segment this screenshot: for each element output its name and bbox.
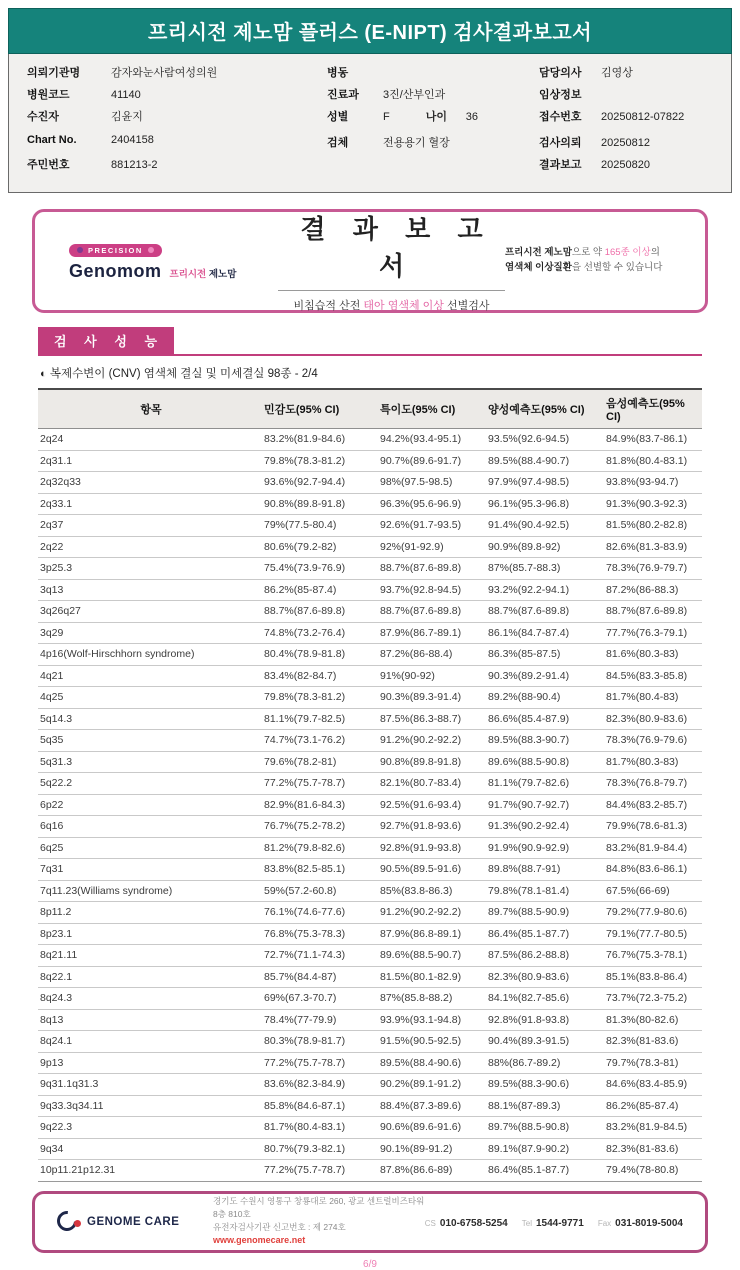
row-item-label: 9q22.3 — [40, 1121, 73, 1133]
row-value: 79.4%(78-80.8) — [606, 1164, 679, 1176]
table-row — [38, 622, 702, 644]
info-label: 나이 — [425, 111, 447, 123]
row-value: 90.3%(89.2-91.4) — [488, 669, 570, 682]
row-item-label: 5q14.3 — [40, 712, 73, 725]
address-line2: 유전자검사기관 신고번호 : 제 274호 — [213, 1222, 346, 1233]
row-value: 91.4%(90.4-92.5) — [488, 519, 570, 531]
row-value: 85%(83.8-86.3) — [380, 884, 453, 897]
table-row — [38, 665, 702, 687]
row-value: 88%(86.7-89.2) — [488, 1056, 561, 1069]
company-contacts — [425, 1213, 683, 1231]
table-row — [38, 1074, 702, 1096]
company-address — [203, 1195, 425, 1248]
row-value: 80.4%(78.9-81.8) — [264, 648, 346, 660]
row-value: 76.7%(75.3-78.1) — [606, 949, 688, 961]
table-row — [38, 966, 702, 988]
row-value: 83.8%(82.5-85.1) — [264, 863, 346, 875]
info-row — [539, 86, 717, 108]
row-value: 91.5%(90.5-92.5) — [380, 1035, 462, 1047]
info-row — [539, 108, 717, 134]
row-value: 76.8%(75.3-78.3) — [264, 927, 346, 940]
report-title: 프리시전 제노맘 플러스 (E-NIPT) 검사결과보고서 — [8, 8, 732, 54]
patient-info-col3 — [539, 64, 717, 178]
info-label: 성별 — [327, 111, 349, 123]
row-value: 92.8%(91.8-93.8) — [488, 1013, 570, 1026]
row-value: 82.3%(80.9-83.6) — [606, 712, 688, 725]
row-value: 86.6%(85.4-87.9) — [488, 712, 570, 725]
row-value: 88.7%(87.6-89.8) — [606, 605, 688, 617]
info-label: 진료과 — [327, 89, 359, 101]
info-label: 검체 — [327, 137, 349, 149]
row-value: 74.7%(73.1-76.2) — [264, 734, 346, 746]
row-item-label: 9q34 — [40, 1142, 64, 1155]
table-row — [38, 1009, 702, 1031]
table-row — [38, 644, 702, 666]
row-value: 89.7%(88.5-90.9) — [488, 906, 570, 918]
row-value: 67.5%(66-69) — [606, 884, 670, 897]
row-value: 96.1%(95.3-96.8) — [488, 497, 570, 510]
row-value: 81.5%(80.1-82.9) — [380, 970, 462, 983]
row-value: 89.8%(88.7-91) — [488, 863, 561, 875]
row-value: 87.9%(86.7-89.1) — [380, 626, 462, 639]
info-value: 2404158 — [111, 134, 154, 146]
info-row — [539, 64, 717, 86]
row-item-label: 2q24 — [40, 433, 64, 445]
row-value: 77.2%(75.7-78.7) — [264, 777, 346, 789]
info-row — [27, 156, 327, 178]
row-value: 89.6%(88.5-90.8) — [488, 755, 570, 768]
table-row — [38, 902, 702, 924]
info-label: 검사의뢰 — [539, 137, 582, 149]
column-header: 항목 — [140, 404, 162, 416]
row-value: 81.7%(80.3-83) — [606, 755, 679, 768]
row-value: 86.2%(85-87.4) — [606, 1099, 679, 1112]
row-value: 86.1%(84.7-87.4) — [488, 626, 570, 639]
info-row — [539, 134, 717, 156]
info-row — [27, 86, 327, 108]
row-value: 80.7%(79.3-82.1) — [264, 1142, 346, 1155]
row-value: 90.3%(89.3-91.4) — [380, 691, 462, 703]
row-item-label: 4q25 — [40, 691, 64, 703]
row-value: 90.2%(89.1-91.2) — [380, 1078, 462, 1090]
info-row — [327, 64, 539, 86]
row-value: 92.8%(91.9-93.8) — [380, 841, 462, 854]
row-value: 77.7%(76.3-79.1) — [606, 626, 688, 639]
row-value: 90.9%(89.8-92) — [488, 540, 561, 553]
info-row — [327, 134, 539, 156]
column-header: 민감도(95% CI) — [264, 404, 340, 416]
brand-name-korean: 프리시전 제노맘 — [169, 269, 237, 280]
info-label: 주민번호 — [27, 159, 70, 171]
row-value: 89.5%(88.3-90.6) — [488, 1078, 570, 1090]
info-label: 병원코드 — [27, 89, 70, 101]
row-value: 79.8%(78.1-81.4) — [488, 884, 570, 897]
info-value: 감자와눈사람여성의원 — [111, 67, 218, 79]
row-value: 87.5%(86.2-88.8) — [488, 949, 570, 961]
row-value: 90.7%(89.6-91.7) — [380, 454, 462, 467]
patient-info-col1 — [27, 64, 327, 178]
page-number: 6/9 — [363, 1258, 377, 1270]
row-item-label: 4p16(Wolf-Hirschhorn syndrome) — [40, 648, 195, 660]
row-item-label: 4q21 — [40, 669, 64, 682]
info-label: Chart No. — [27, 134, 77, 146]
row-item-label: 7q11.23(Williams syndrome) — [40, 884, 173, 897]
row-value: 89.5%(88.4-90.7) — [488, 454, 570, 467]
row-value: 93.7%(92.8-94.5) — [380, 583, 462, 596]
row-value: 87%(85.7-88.3) — [488, 562, 561, 574]
row-value: 87.2%(86-88.3) — [606, 583, 679, 596]
row-value: 86.3%(85-87.5) — [488, 648, 561, 660]
row-value: 96.3%(95.6-96.9) — [380, 497, 462, 510]
row-value: 83.6%(82.3-84.9) — [264, 1078, 346, 1090]
row-value: 88.7%(87.6-89.8) — [264, 605, 346, 617]
performance-table-head — [38, 389, 702, 429]
row-item-label: 6p22 — [40, 798, 64, 811]
row-item-label: 2q32q33 — [40, 476, 81, 488]
info-value: 20250812 — [601, 137, 650, 149]
row-value: 88.7%(87.6-89.8) — [380, 605, 462, 617]
row-item-label: 6q25 — [40, 841, 64, 854]
cs-contact: CS 010-6758-5254 — [424, 1217, 508, 1229]
row-value: 82.3%(81-83.6) — [606, 1142, 679, 1155]
row-value: 88.7%(87.6-89.8) — [380, 562, 462, 574]
row-value: 92.7%(91.8-93.6) — [380, 820, 462, 832]
row-value: 86.2%(85-87.4) — [264, 583, 337, 596]
row-value: 73.7%(72.3-75.2) — [606, 992, 688, 1004]
table-row — [38, 450, 702, 472]
row-value: 79.8%(78.3-81.2) — [264, 691, 346, 703]
row-value: 89.6%(88.5-90.7) — [380, 949, 462, 961]
row-value: 91.2%(90.2-92.2) — [380, 734, 462, 746]
performance-table-body — [38, 429, 702, 1182]
info-label: 담당의사 — [539, 67, 582, 79]
row-value: 77.2%(75.7-78.7) — [264, 1056, 346, 1069]
table-row — [38, 1117, 702, 1139]
table-row — [38, 1052, 702, 1074]
table-row — [38, 601, 702, 623]
row-value: 91.9%(90.9-92.9) — [488, 841, 570, 854]
info-value: 3진/산부인과 — [383, 89, 446, 101]
row-value: 79.2%(77.9-80.6) — [606, 906, 688, 918]
row-item-label: 5q31.3 — [40, 755, 73, 768]
row-value: 82.1%(80.7-83.4) — [380, 777, 462, 789]
row-value: 91.2%(90.2-92.2) — [380, 906, 462, 918]
row-value: 79.8%(78.3-81.2) — [264, 454, 346, 467]
banner-title: 결 과 보 고 서 — [278, 209, 505, 291]
table-row — [38, 945, 702, 967]
row-value: 93.8%(93-94.7) — [606, 476, 679, 488]
row-item-label: 8q13 — [40, 1013, 64, 1026]
patient-info-box — [8, 54, 732, 193]
address-line1: 경기도 수원시 영통구 창룡대로 260, 광교 센트럴비즈타워 8층 810호 — [213, 1195, 425, 1219]
row-value: 69%(67.3-70.7) — [264, 992, 337, 1004]
row-value: 84.5%(83.3-85.8) — [606, 669, 688, 682]
row-value: 92.6%(91.7-93.5) — [380, 519, 462, 531]
row-value: 93.6%(92.7-94.4) — [264, 476, 346, 488]
row-item-label: 9q31.1q31.3 — [40, 1078, 99, 1090]
row-value: 81.5%(80.2-82.8) — [606, 519, 688, 531]
row-value: 84.6%(83.4-85.9) — [606, 1078, 688, 1090]
row-value: 87.2%(86-88.4) — [380, 648, 453, 660]
patient-header — [8, 8, 732, 193]
row-value: 88.1%(87-89.3) — [488, 1099, 561, 1112]
row-item-label: 8p23.1 — [40, 927, 73, 940]
info-row — [27, 64, 327, 86]
row-value: 90.6%(89.6-91.6) — [380, 1121, 462, 1133]
row-item-label: 8q22.1 — [40, 970, 73, 983]
info-value: F — [383, 111, 390, 123]
row-item-label: 2q33.1 — [40, 497, 73, 510]
row-item-label: 8q24.3 — [40, 992, 73, 1004]
row-value: 83.4%(82-84.7) — [264, 669, 337, 682]
company-name: GENOME CARE — [87, 1215, 180, 1228]
row-item-label: 3q13 — [40, 583, 64, 596]
badge-dot-icon — [148, 247, 154, 253]
row-value: 81.7%(80.4-83.1) — [264, 1121, 346, 1133]
row-item-label: 10p11.21p12.31 — [40, 1164, 116, 1176]
row-item-label: 5q22.2 — [40, 777, 73, 789]
section-header — [38, 327, 702, 356]
genome-care-logo-icon — [57, 1210, 81, 1234]
table-row — [38, 923, 702, 945]
row-value: 74.8%(73.2-76.4) — [264, 626, 346, 639]
row-value: 86.4%(85.1-87.7) — [488, 927, 570, 940]
row-value: 82.9%(81.6-84.3) — [264, 798, 346, 811]
badge-dot-icon — [77, 247, 83, 253]
table-row — [38, 837, 702, 859]
precision-badge-icon — [69, 244, 162, 257]
table-row — [38, 515, 702, 537]
info-value: 김영상 — [601, 67, 633, 79]
info-label: 결과보고 — [539, 159, 582, 171]
info-label: 의뢰기관명 — [27, 67, 81, 79]
row-value: 91.7%(90.7-92.7) — [488, 798, 570, 811]
row-item-label: 9q33.3q34.11 — [40, 1099, 104, 1112]
info-row — [327, 86, 539, 108]
row-value: 76.7%(75.2-78.2) — [264, 820, 346, 832]
banner-center — [278, 209, 505, 313]
row-value: 84.4%(83.2-85.7) — [606, 798, 688, 811]
genomom-logo — [53, 240, 278, 282]
brand-line — [69, 261, 278, 282]
row-value: 98%(97.5-98.5) — [380, 476, 453, 488]
info-value: 881213-2 — [111, 159, 158, 171]
column-header: 특이도(95% CI) — [380, 404, 456, 416]
table-row — [38, 816, 702, 838]
brand-name: Genomom — [69, 261, 162, 281]
row-value: 79%(77.5-80.4) — [264, 519, 337, 531]
info-value: 20250820 — [601, 159, 650, 171]
row-item-label: 3p25.3 — [40, 562, 73, 574]
row-value: 83.2%(81.9-84.6) — [264, 433, 346, 445]
table-row — [38, 730, 702, 752]
info-row — [27, 134, 327, 156]
row-value: 90.5%(89.5-91.6) — [380, 863, 462, 875]
result-banner — [32, 209, 708, 313]
info-value: 36 — [465, 111, 478, 123]
row-item-label: 8p11.2 — [40, 906, 72, 918]
table-row — [38, 558, 702, 580]
row-value: 87%(85.8-88.2) — [380, 992, 453, 1004]
column-header: 음성예측도(95% CI) — [606, 398, 685, 423]
row-value: 81.1%(79.7-82.5) — [264, 712, 346, 725]
table-row — [38, 1138, 702, 1160]
row-value: 82.3%(80.9-83.6) — [488, 970, 570, 983]
row-value: 88.4%(87.3-89.6) — [380, 1099, 462, 1112]
row-item-label: 9p13 — [40, 1056, 64, 1069]
row-value: 77.2%(75.7-78.7) — [264, 1164, 346, 1176]
row-value: 80.3%(78.9-81.7) — [264, 1035, 346, 1047]
row-value: 81.2%(79.8-82.6) — [264, 841, 346, 854]
row-value: 82.3%(81-83.6) — [606, 1035, 679, 1047]
info-value: 김윤지 — [111, 111, 143, 123]
table-row — [38, 472, 702, 494]
row-item-label: 3q26q27 — [40, 605, 81, 617]
banner-subtitle: 비침습적 산전 태아 염색체 이상 선별검사 — [293, 300, 490, 312]
info-label: 병동 — [327, 67, 349, 79]
row-value: 89.2%(88-90.4) — [488, 691, 561, 703]
row-item-label: 2q22 — [40, 540, 64, 553]
patient-info-col2 — [327, 64, 539, 178]
row-value: 72.7%(71.1-74.3) — [264, 949, 346, 961]
row-value: 81.7%(80.4-83) — [606, 691, 679, 703]
row-value: 90.8%(89.8-91.8) — [380, 755, 462, 768]
table-row — [38, 687, 702, 709]
info-value: 41140 — [111, 89, 141, 101]
row-value: 75.4%(73.9-76.9) — [264, 562, 346, 574]
row-value: 85.8%(84.6-87.1) — [264, 1099, 346, 1112]
row-value: 82.6%(81.3-83.9) — [606, 540, 688, 553]
row-value: 79.6%(78.2-81) — [264, 755, 337, 768]
banner-description: 프리시전 제노맘으로 약 165종 이상의 염색체 이상질환을 선별할 수 있습니다 — [505, 247, 663, 273]
table-header-row — [38, 389, 702, 429]
table-row — [38, 429, 702, 451]
row-value: 84.8%(83.6-86.1) — [606, 863, 688, 875]
row-value: 78.3%(76.9-79.6) — [606, 734, 688, 746]
company-website: www.genomecare.net — [213, 1235, 306, 1246]
table-row — [38, 493, 702, 515]
info-value: 전용용기 혈장 — [383, 137, 450, 149]
row-value: 85.1%(83.8-86.4) — [606, 970, 688, 983]
row-value: 89.1%(87.9-90.2) — [488, 1142, 570, 1155]
row-value: 86.4%(85.1-87.7) — [488, 1164, 570, 1176]
info-label: 수진자 — [27, 111, 59, 123]
table-row — [38, 773, 702, 795]
row-value: 79.1%(77.7-80.5) — [606, 927, 688, 940]
row-value: 87.5%(86.3-88.7) — [380, 712, 462, 725]
row-value: 78.3%(76.9-79.7) — [606, 562, 688, 574]
table-row — [38, 708, 702, 730]
row-value: 81.8%(80.4-83.1) — [606, 454, 688, 467]
row-value: 90.4%(89.3-91.5) — [488, 1035, 570, 1047]
row-value: 87.8%(86.6-89) — [380, 1164, 453, 1176]
info-value: 20250812-07822 — [601, 111, 685, 123]
section-title: 검 사 성 능 — [38, 327, 174, 354]
column-header: 양성예측도(95% CI) — [488, 404, 585, 416]
row-value: 59%(57.2-60.8) — [264, 884, 337, 897]
performance-table — [38, 388, 702, 1182]
row-value: 78.3%(76.8-79.7) — [606, 777, 688, 789]
table-row — [38, 880, 702, 902]
info-label: 접수번호 — [539, 111, 582, 123]
row-value: 80.6%(79.2-82) — [264, 540, 337, 553]
fax-contact: Fax 031-8019-5004 — [597, 1217, 683, 1229]
row-value: 93.9%(93.1-94.8) — [380, 1013, 462, 1026]
row-value: 89.5%(88.4-90.6) — [380, 1056, 462, 1069]
info-row — [27, 108, 327, 134]
row-value: 81.6%(80.3-83) — [606, 648, 679, 660]
half-circle-icon: ◐ — [40, 368, 47, 380]
row-value: 91.3%(90.3-92.3) — [606, 497, 688, 510]
row-value: 87.9%(86.8-89.1) — [380, 927, 462, 940]
row-value: 84.9%(83.7-86.1) — [606, 433, 688, 445]
row-value: 90.8%(89.8-91.8) — [264, 497, 346, 510]
row-value: 78.4%(77-79.9) — [264, 1013, 337, 1026]
row-value: 92%(91-92.9) — [380, 540, 444, 553]
table-row — [38, 859, 702, 881]
row-value: 91.3%(90.2-92.4) — [488, 820, 570, 832]
row-value: 81.1%(79.7-82.6) — [488, 777, 570, 789]
row-value: 92.5%(91.6-93.4) — [380, 798, 462, 811]
row-value: 85.7%(84.4-87) — [264, 970, 337, 983]
row-value: 90.1%(89-91.2) — [380, 1142, 453, 1155]
row-value: 81.3%(80-82.6) — [606, 1013, 679, 1026]
row-value: 83.2%(81.9-84.5) — [606, 1121, 688, 1133]
row-value: 89.5%(88.3-90.7) — [488, 734, 570, 746]
table-row — [38, 1095, 702, 1117]
table-row — [38, 794, 702, 816]
row-value: 93.2%(92.2-94.1) — [488, 583, 570, 596]
precision-badge-label: PRECISION — [88, 245, 143, 255]
table-row — [38, 579, 702, 601]
row-value: 94.2%(93.4-95.1) — [380, 433, 462, 445]
row-value: 93.5%(92.6-94.5) — [488, 433, 570, 445]
row-item-label: 3q29 — [40, 626, 64, 639]
table-row — [38, 988, 702, 1010]
row-item-label: 8q21.11 — [40, 949, 78, 961]
tel-contact: Tel 1544-9771 — [521, 1217, 584, 1229]
row-value: 89.7%(88.5-90.8) — [488, 1121, 570, 1133]
row-item-label: 5q35 — [40, 734, 64, 746]
row-item-label: 8q24.1 — [40, 1035, 73, 1047]
row-value: 83.2%(81.9-84.4) — [606, 841, 688, 854]
row-item-label: 2q37 — [40, 519, 64, 531]
info-row — [327, 108, 539, 134]
footer — [32, 1191, 708, 1253]
table-row — [38, 751, 702, 773]
row-value: 79.7%(78.3-81) — [606, 1056, 679, 1069]
row-value: 91%(90-92) — [380, 669, 435, 682]
table-row — [38, 1031, 702, 1053]
info-label: 임상정보 — [539, 89, 582, 101]
row-value: 76.1%(74.6-77.6) — [264, 906, 346, 918]
section-subtitle: ◐ 복제수변이 (CNV) 염색체 결실 및 미세결실 98종 - 2/4 — [40, 368, 318, 380]
row-item-label: 7q31 — [40, 863, 64, 875]
info-row — [539, 156, 717, 178]
row-item-label: 2q31.1 — [40, 454, 73, 467]
row-value: 84.1%(82.7-85.6) — [488, 992, 570, 1004]
row-item-label: 6q16 — [40, 820, 64, 832]
table-row — [38, 1160, 702, 1182]
row-value: 88.7%(87.6-89.8) — [488, 605, 570, 617]
table-row — [38, 536, 702, 558]
row-value: 79.9%(78.6-81.3) — [606, 820, 688, 832]
genome-care-logo — [57, 1210, 203, 1234]
row-value: 97.9%(97.4-98.5) — [488, 476, 570, 488]
